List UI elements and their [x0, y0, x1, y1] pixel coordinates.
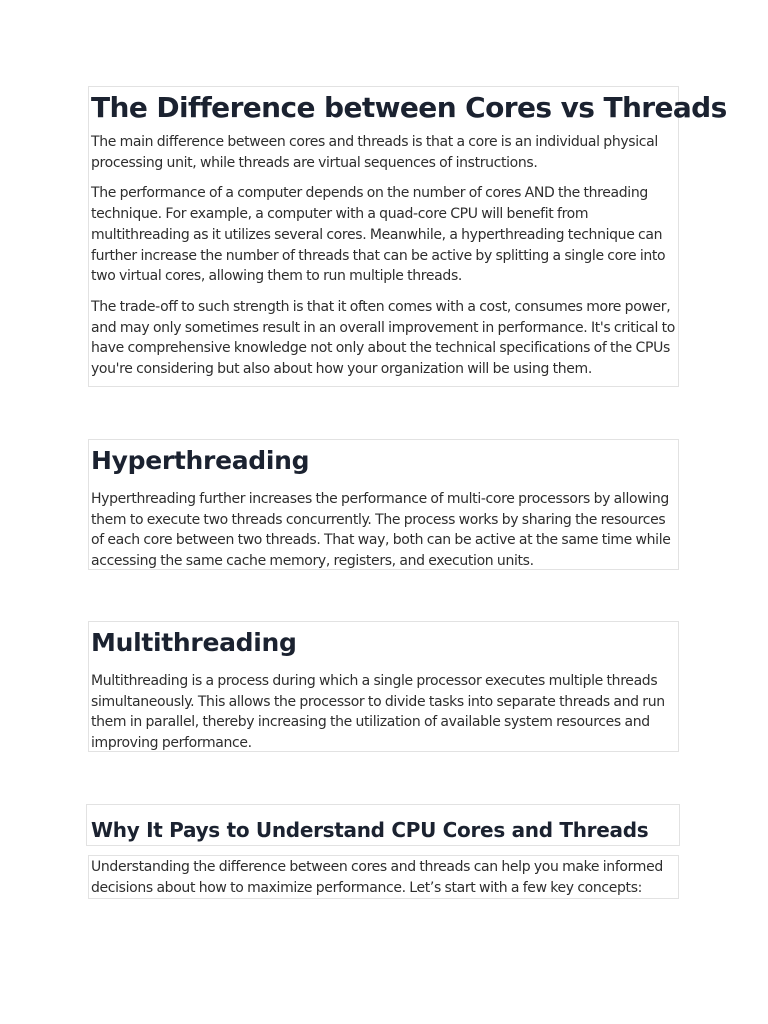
intro-paragraph-2: The performance of a computer depends on the number of cores AND the threading technique. For example, a computer with a quad-core CPU will benefit from multithreading as it utilizes several cores. Meanwhile, a hyperthreading technique can further increase the number of threads that can be active by splitting a single core into two virtual cores, allowing them to run multiple threads.: [91, 185, 666, 285]
hyperthreading-paragraph: Hyperthreading further increases the performance of multi-core processors by allowing them to execute two threads concurrently. The process works by sharing the resources of each core between two threads. That way, both can be active at the same time while accessing the same cache memory, registers, and execution units.: [91, 491, 671, 570]
section-why-body: [88, 855, 679, 899]
section-intro: [88, 86, 727, 387]
hyperthreading-heading: Hyperthreading: [91, 446, 310, 475]
section-multithreading: [88, 621, 679, 752]
why-heading: Why It Pays to Understand CPU Cores and Threads: [91, 818, 649, 842]
section-hyperthreading: [88, 439, 679, 570]
intro-paragraph-3: The trade-off to such strength is that it often comes with a cost, consumes more power, and may only sometimes result in an overall improvement in performance. It's critical to have comprehensive knowledge not only about the technical specifications of the CPUs you're considering but also about how your organization will be using them.: [91, 298, 675, 378]
multithreading-paragraph: Multithreading is a process during which a single processor executes multiple threads simultaneously. This allows the processor to divide tasks into separate threads and run them in parallel, thereby increasing the utilization of available system resources and improving performance.: [91, 673, 665, 752]
section-why-heading: [86, 804, 680, 846]
intro-paragraph-1: The main difference between cores and threads is that a core is an individual physical processing unit, while threads are virtual sequences of instructions.: [91, 134, 658, 171]
why-paragraph: Understanding the difference between cores and threads can help you make informed decisions about how to maximize performance. Let’s start with a few key concepts:: [91, 859, 663, 896]
multithreading-heading: Multithreading: [91, 628, 297, 657]
page-title: The Difference between Cores vs Threads: [91, 91, 727, 124]
